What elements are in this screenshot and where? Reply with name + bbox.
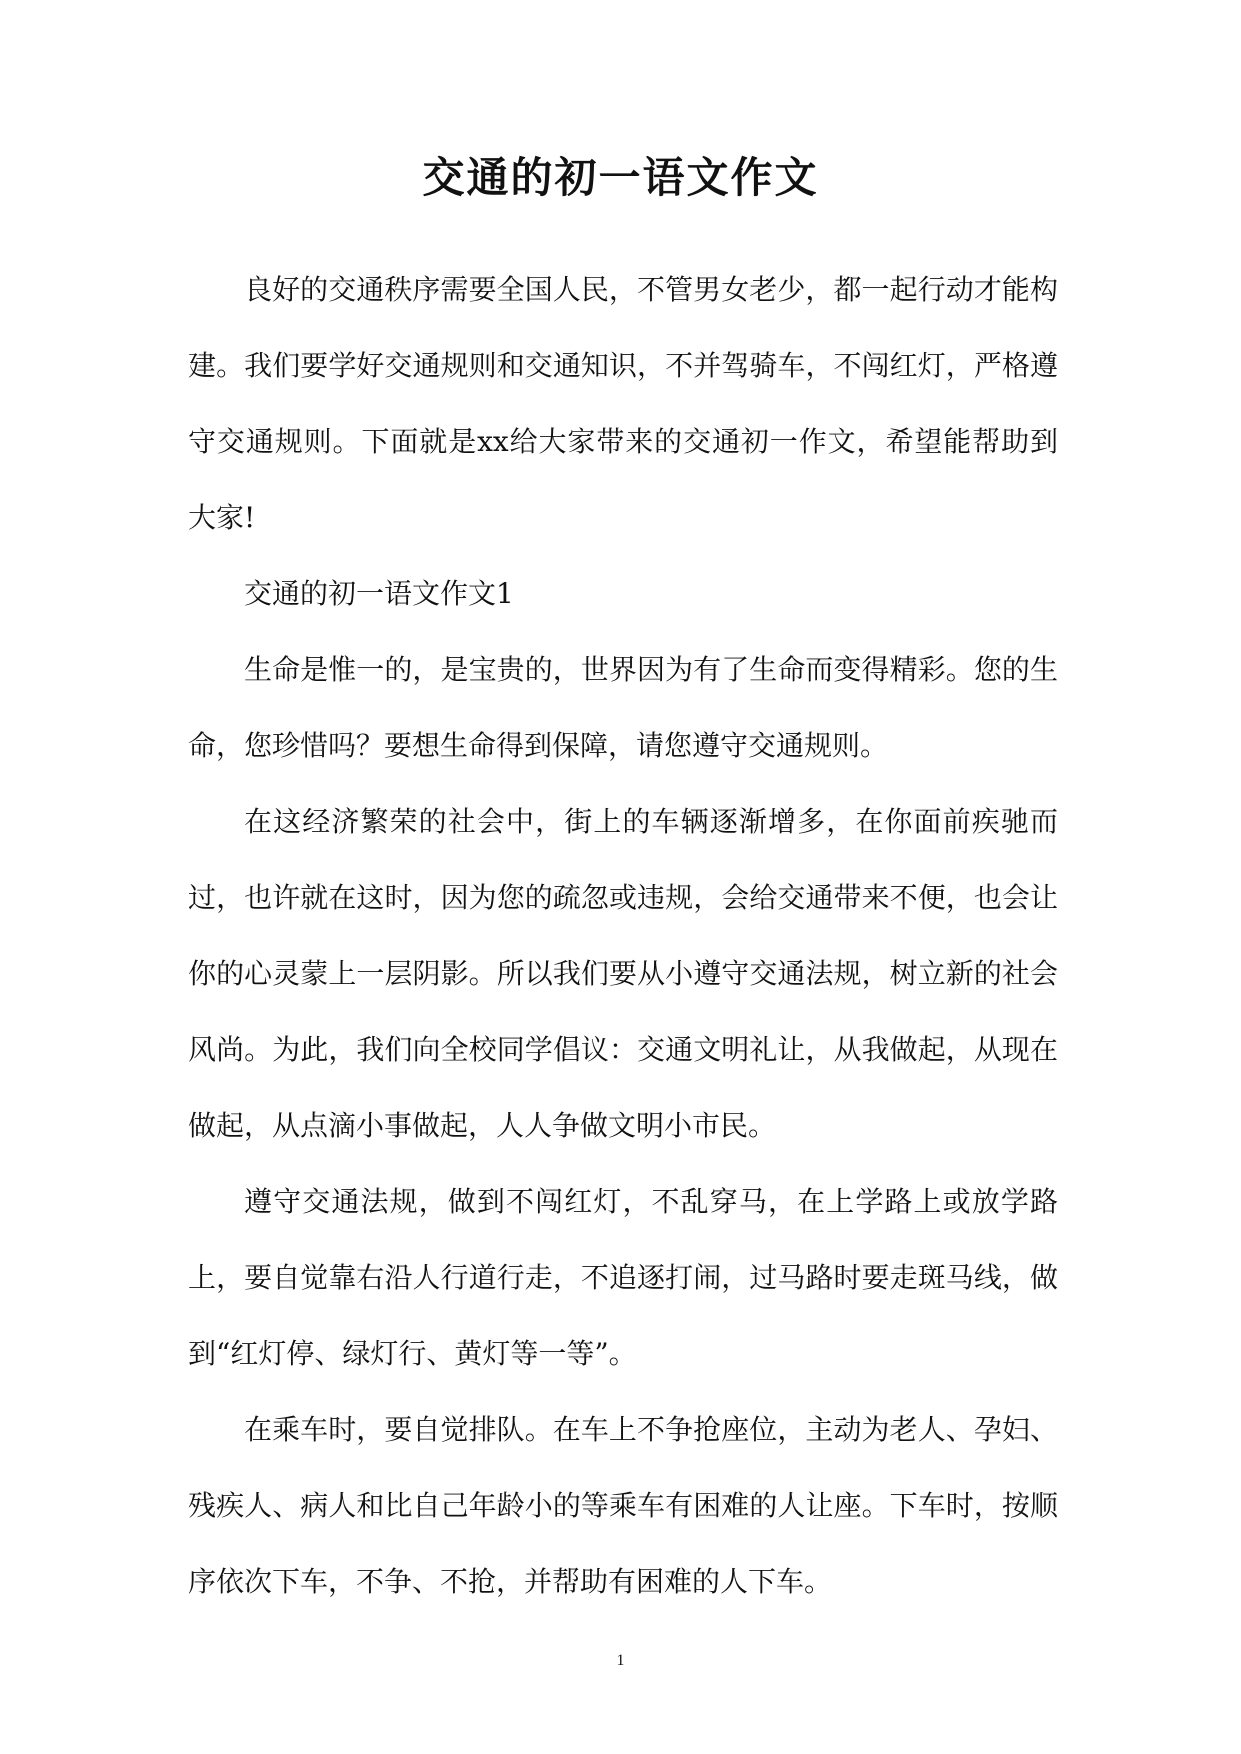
section-heading: 交通的初一语文作文1 <box>244 577 514 610</box>
document-body <box>188 252 1058 1620</box>
paragraph-intro: 良好的交通秩序需要全国人民，不管男女老少，都一起行动才能构建。我们要学好交通规则和交通知识，不并驾骑车，不闯红灯，严格遵守交通规则。下面就是xx给大家带来的交通初一作文，希望能帮助到大家! <box>188 273 1058 534</box>
document-title: 交通的初一语文作文 <box>422 153 819 202</box>
page-number: 1 <box>616 1652 625 1669</box>
paragraph: 在这经济繁荣的社会中，街上的车辆逐渐增多，在你面前疾驰而过，也许就在这时，因为您的疏忽或违规，会给交通带来不便，也会让你的心灵蒙上一层阴影。所以我们要从小遵守交通法规，树立新的社会风尚。为此，我们向全校同学倡议：交通文明礼让，从我做起，从现在做起，从点滴小事做起，人人争做文明小市民。 <box>188 805 1058 1142</box>
paragraph: 在乘车时，要自觉排队。在车上不争抢座位，主动为老人、孕妇、残疾人、病人和比自己年龄小的等乘车有困难的人让座。下车时，按顺序依次下车，不争、不抢，并帮助有困难的人下车。 <box>188 1413 1058 1598</box>
paragraph: 遵守交通法规，做到不闯红灯，不乱穿马，在上学路上或放学路上，要自觉靠右沿人行道行走，不追逐打闹，过马路时要走斑马线，做到“红灯停、绿灯行、黄灯等一等”。 <box>188 1185 1058 1370</box>
paragraph: 生命是惟一的，是宝贵的，世界因为有了生命而变得精彩。您的生命，您珍惜吗？要想生命得到保障，请您遵守交通规则。 <box>188 653 1058 762</box>
